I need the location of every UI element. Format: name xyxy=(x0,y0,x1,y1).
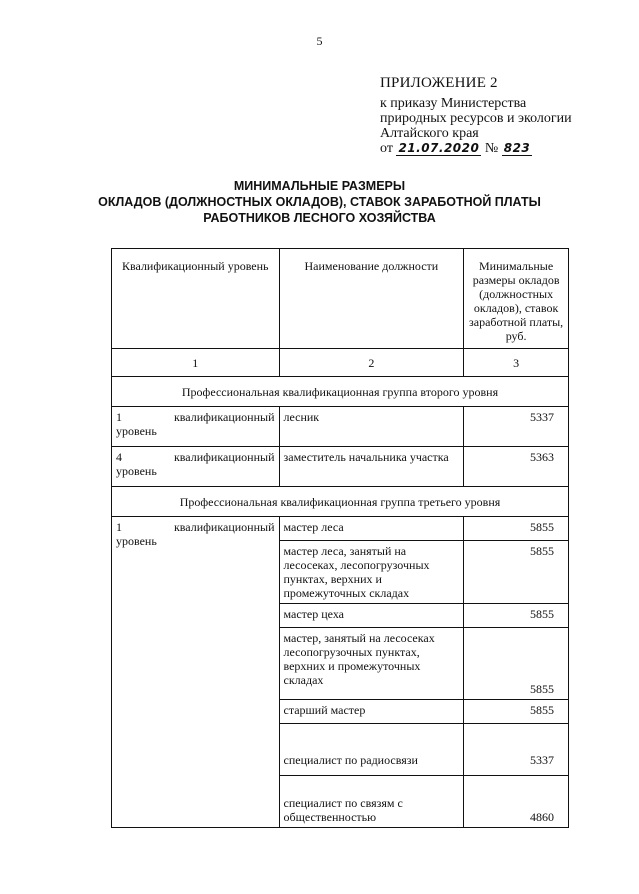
position-name: старший мастер xyxy=(279,700,464,724)
level-word: квалификационный xyxy=(173,410,275,424)
level-number: 1 xyxy=(116,520,122,534)
appendix-line: Алтайского края xyxy=(380,126,479,141)
salary-table xyxy=(111,248,569,828)
salary-value: 5855 xyxy=(464,517,569,541)
sig-number-label: № xyxy=(484,141,499,156)
position-name: специалист по радиосвязи xyxy=(279,724,464,776)
salary-value: 4860 xyxy=(464,776,569,828)
table-row xyxy=(112,447,569,487)
qualification-level xyxy=(112,447,280,487)
position-name: мастер цеха xyxy=(279,604,464,628)
level-word: уровень xyxy=(116,534,157,548)
group-title-row xyxy=(112,487,569,517)
title-line: ОКЛАДОВ (ДОЛЖНОСТНЫХ ОКЛАДОВ), СТАВОК ЗАРАБОТНОЙ ПЛАТЫ xyxy=(98,195,541,209)
sig-prefix: от xyxy=(380,141,393,156)
level-number: 4 xyxy=(116,450,122,464)
group-title-row xyxy=(112,377,569,407)
position-name: заместитель начальника участка xyxy=(279,447,464,487)
column-number-row xyxy=(112,349,569,377)
order-signature xyxy=(380,141,572,156)
qualification-level xyxy=(112,407,280,447)
title-line: МИНИМАЛЬНЫЕ РАЗМЕРЫ xyxy=(233,179,406,193)
group-title: Профессиональная квалификационная группа второго уровня xyxy=(112,377,569,407)
appendix-heading: ПРИЛОЖЕНИЕ 2 xyxy=(380,75,498,91)
handwritten-date: 21.07.2020 xyxy=(398,141,480,155)
table-row xyxy=(112,517,569,541)
level-word: квалификационный xyxy=(173,450,275,464)
appendix-line: природных ресурсов и экологии xyxy=(380,111,572,126)
position-name: мастер леса xyxy=(279,517,464,541)
table-header-row xyxy=(112,249,569,349)
salary-value: 5363 xyxy=(464,447,569,487)
position-name: специалист по связям с общественностью xyxy=(279,776,464,828)
position-name: мастер, занятый на лесосеках лесопогрузочных пунктах, верхних и промежуточных складах xyxy=(279,628,464,700)
salary-value: 5337 xyxy=(464,724,569,776)
document-title xyxy=(0,178,639,226)
salary-value: 5855 xyxy=(464,700,569,724)
column-number: 3 xyxy=(464,349,569,377)
title-line: РАБОТНИКОВ ЛЕСНОГО ХОЗЯЙСТВА xyxy=(203,211,436,225)
table-row xyxy=(112,407,569,447)
salary-value: 5855 xyxy=(464,628,569,700)
group-title: Профессиональная квалификационная группа третьего уровня xyxy=(112,487,569,517)
page-number: 5 xyxy=(316,34,323,48)
position-name: лесник xyxy=(279,407,464,447)
column-number: 2 xyxy=(279,349,464,377)
salary-value: 5337 xyxy=(464,407,569,447)
salary-value: 5855 xyxy=(464,604,569,628)
appendix-line: к приказу Министерства xyxy=(380,96,527,111)
salary-value: 5855 xyxy=(464,541,569,604)
level-number: 1 xyxy=(116,410,122,424)
appendix-block xyxy=(380,76,572,156)
handwritten-number: 823 xyxy=(503,141,531,155)
qualification-level xyxy=(112,517,280,828)
level-word: уровень xyxy=(116,424,157,438)
level-word: квалификационный xyxy=(173,520,275,534)
column-number: 1 xyxy=(112,349,280,377)
header-cell: Наименование должности xyxy=(279,249,464,349)
level-word: уровень xyxy=(116,464,157,478)
header-cell: Минимальные размеры окладов (должностных окладов), ставок заработной платы, руб. xyxy=(464,249,569,349)
position-name: мастер леса, занятый на лесосеках, лесопогрузочных пунктах, верхних и промежуточных складах xyxy=(279,541,464,604)
header-cell: Квалификационный уровень xyxy=(112,249,280,349)
